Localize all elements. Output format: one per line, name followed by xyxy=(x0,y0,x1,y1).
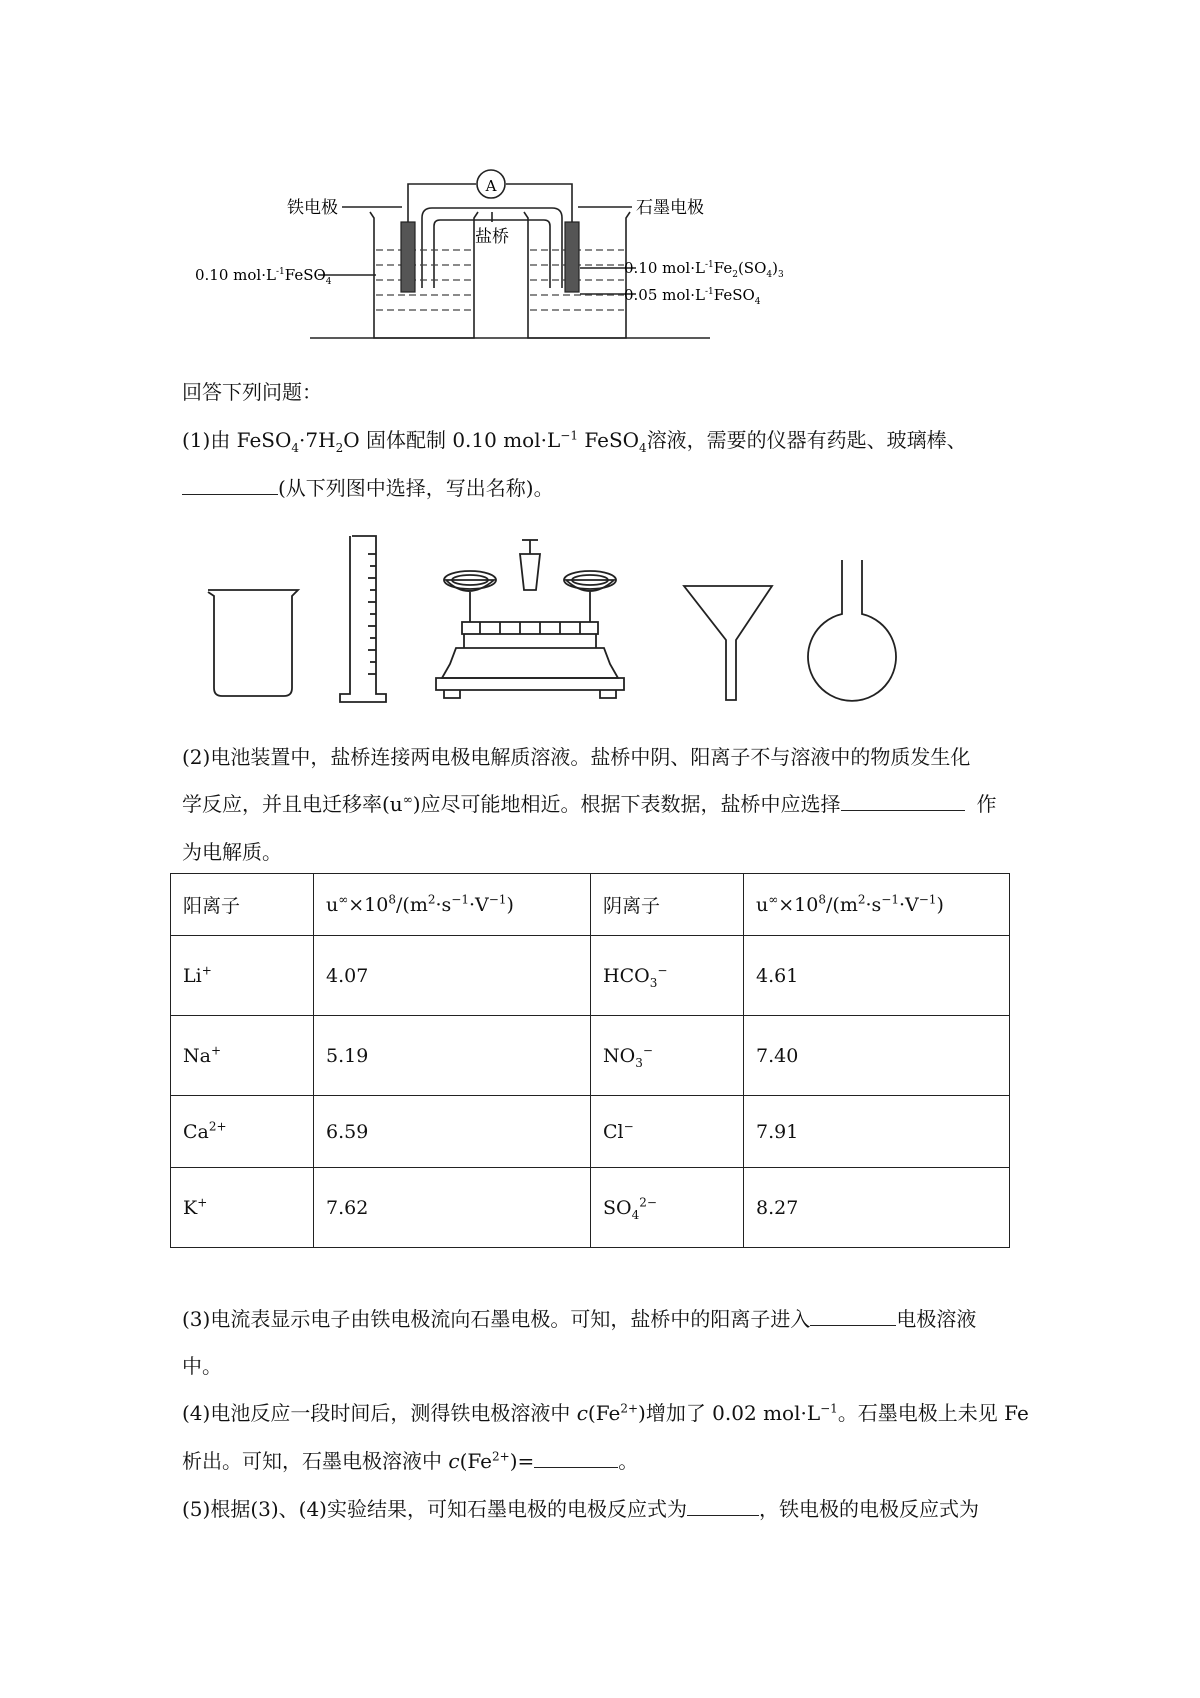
q2-line3: 为电解质。 xyxy=(182,840,282,864)
graphite-electrode-label: 石墨电极 xyxy=(636,198,704,218)
anion-cell: $HCO_3^-$ xyxy=(591,936,744,1016)
q4-line2: 析出。可知，石墨电极溶液中 $c(Fe^{2+})=$ 。 xyxy=(182,1449,639,1473)
q3-answer-blank[interactable] xyxy=(810,1307,896,1326)
apparatus-row xyxy=(200,530,920,710)
header-cation-mobility: $u^\infty\times 10^8/(m^2\cdot s^{-1}\cdot V^{-1})$ xyxy=(314,874,591,936)
q4-answer-blank[interactable] xyxy=(534,1449,618,1468)
anion-cell: $NO_3^-$ xyxy=(591,1016,744,1096)
anion-cell: $SO_4^{2-}$ xyxy=(591,1168,744,1248)
q2-answer-blank[interactable] xyxy=(841,792,965,811)
beaker-image xyxy=(208,590,298,696)
funnel-image xyxy=(684,586,772,700)
table-row xyxy=(171,1016,1010,1096)
iron-electrode-label: 铁电极 xyxy=(287,198,338,218)
q1-answer-blank[interactable] xyxy=(182,476,278,495)
round-bottom-flask-image xyxy=(808,560,896,701)
cation-mobility-cell: 6.59 xyxy=(314,1096,591,1168)
table-header-row xyxy=(171,874,1010,936)
left-solution-label: 0.10 $mol\cdot L^{-1}FeSO_4$ xyxy=(195,266,332,287)
table-row xyxy=(171,1168,1010,1248)
q2-line1: (2)电池装置中，盐桥连接两电极电解质溶液。盐桥中阴、阳离子不与溶液中的物质发生化 xyxy=(182,745,971,769)
cation-cell: Li+ xyxy=(171,936,314,1016)
cation-mobility-cell: 4.07 xyxy=(314,936,591,1016)
graphite-electrode-rod xyxy=(565,222,579,292)
q3-line2: 中。 xyxy=(182,1354,222,1378)
right-solution-label-1: 0.10 $mol\cdot L^{-1}Fe_2(SO_4)_3$ xyxy=(624,259,784,280)
q1-line1: (1)由 $FeSO_4\cdot 7H_2O$ 固体配制 0.10 $mol\cdot L^{-1}$ FeSO$_4$溶液，需要的仪器有药匙、玻璃棒、 xyxy=(182,428,967,455)
table-row xyxy=(171,936,1010,1016)
iron-electrode-rod xyxy=(401,222,415,292)
anion-mobility-cell: 8.27 xyxy=(744,1168,1010,1248)
q5-line1: (5)根据(3)、(4)实验结果，可知石墨电极的电极反应式为 ，铁电极的电极反应式为 xyxy=(182,1497,979,1521)
header-anion-mobility: $u^\infty\times 10^8/(m^2\cdot s^{-1}\cdot V^{-1})$ xyxy=(744,874,1010,936)
salt-bridge-label: 盐桥 xyxy=(475,227,509,247)
left-beaker xyxy=(370,212,478,338)
q2-line2: 学反应，并且电迁移率(u∞)应尽可能地相近。根据下表数据，盐桥中应选择 作 xyxy=(182,792,997,816)
anion-mobility-cell: 7.40 xyxy=(744,1016,1010,1096)
q4-line1: (4)电池反应一段时间后，测得铁电极溶液中 $c(Fe^{2+})$增加了 0.02 $mol\cdot L^{-1}$。石墨电极上未见 Fe xyxy=(182,1401,1029,1425)
anion-mobility-cell: 4.61 xyxy=(744,936,1010,1016)
cation-cell: K+ xyxy=(171,1168,314,1248)
balance-image xyxy=(436,540,624,698)
graduated-cylinder-image xyxy=(340,536,386,702)
q3-line1: (3)电流表显示电子由铁电极流向石墨电极。可知，盐桥中的阳离子进入 电极溶液 xyxy=(182,1307,977,1331)
cation-mobility-cell: 5.19 xyxy=(314,1016,591,1096)
galvanic-cell-diagram xyxy=(180,160,800,350)
ammeter-label: A xyxy=(485,177,497,195)
anion-mobility-cell: 7.91 xyxy=(744,1096,1010,1168)
header-anion: 阴离子 xyxy=(591,874,744,936)
right-solution-label-2: 0.05 $mol\cdot L^{-1}FeSO_4$ xyxy=(624,286,761,307)
header-cation: 阳离子 xyxy=(171,874,314,936)
cation-mobility-cell: 7.62 xyxy=(314,1168,591,1248)
table-row xyxy=(171,1096,1010,1168)
cation-cell: $Ca^{2+}$ xyxy=(171,1096,314,1168)
q5-answer-blank[interactable] xyxy=(687,1497,759,1516)
intro-text: 回答下列问题： xyxy=(182,380,322,404)
anion-cell: Cl− xyxy=(591,1096,744,1168)
cation-cell: Na+ xyxy=(171,1016,314,1096)
q1-line2: (从下列图中选择，写出名称)。 xyxy=(182,474,554,502)
ion-mobility-table xyxy=(170,873,1010,1248)
